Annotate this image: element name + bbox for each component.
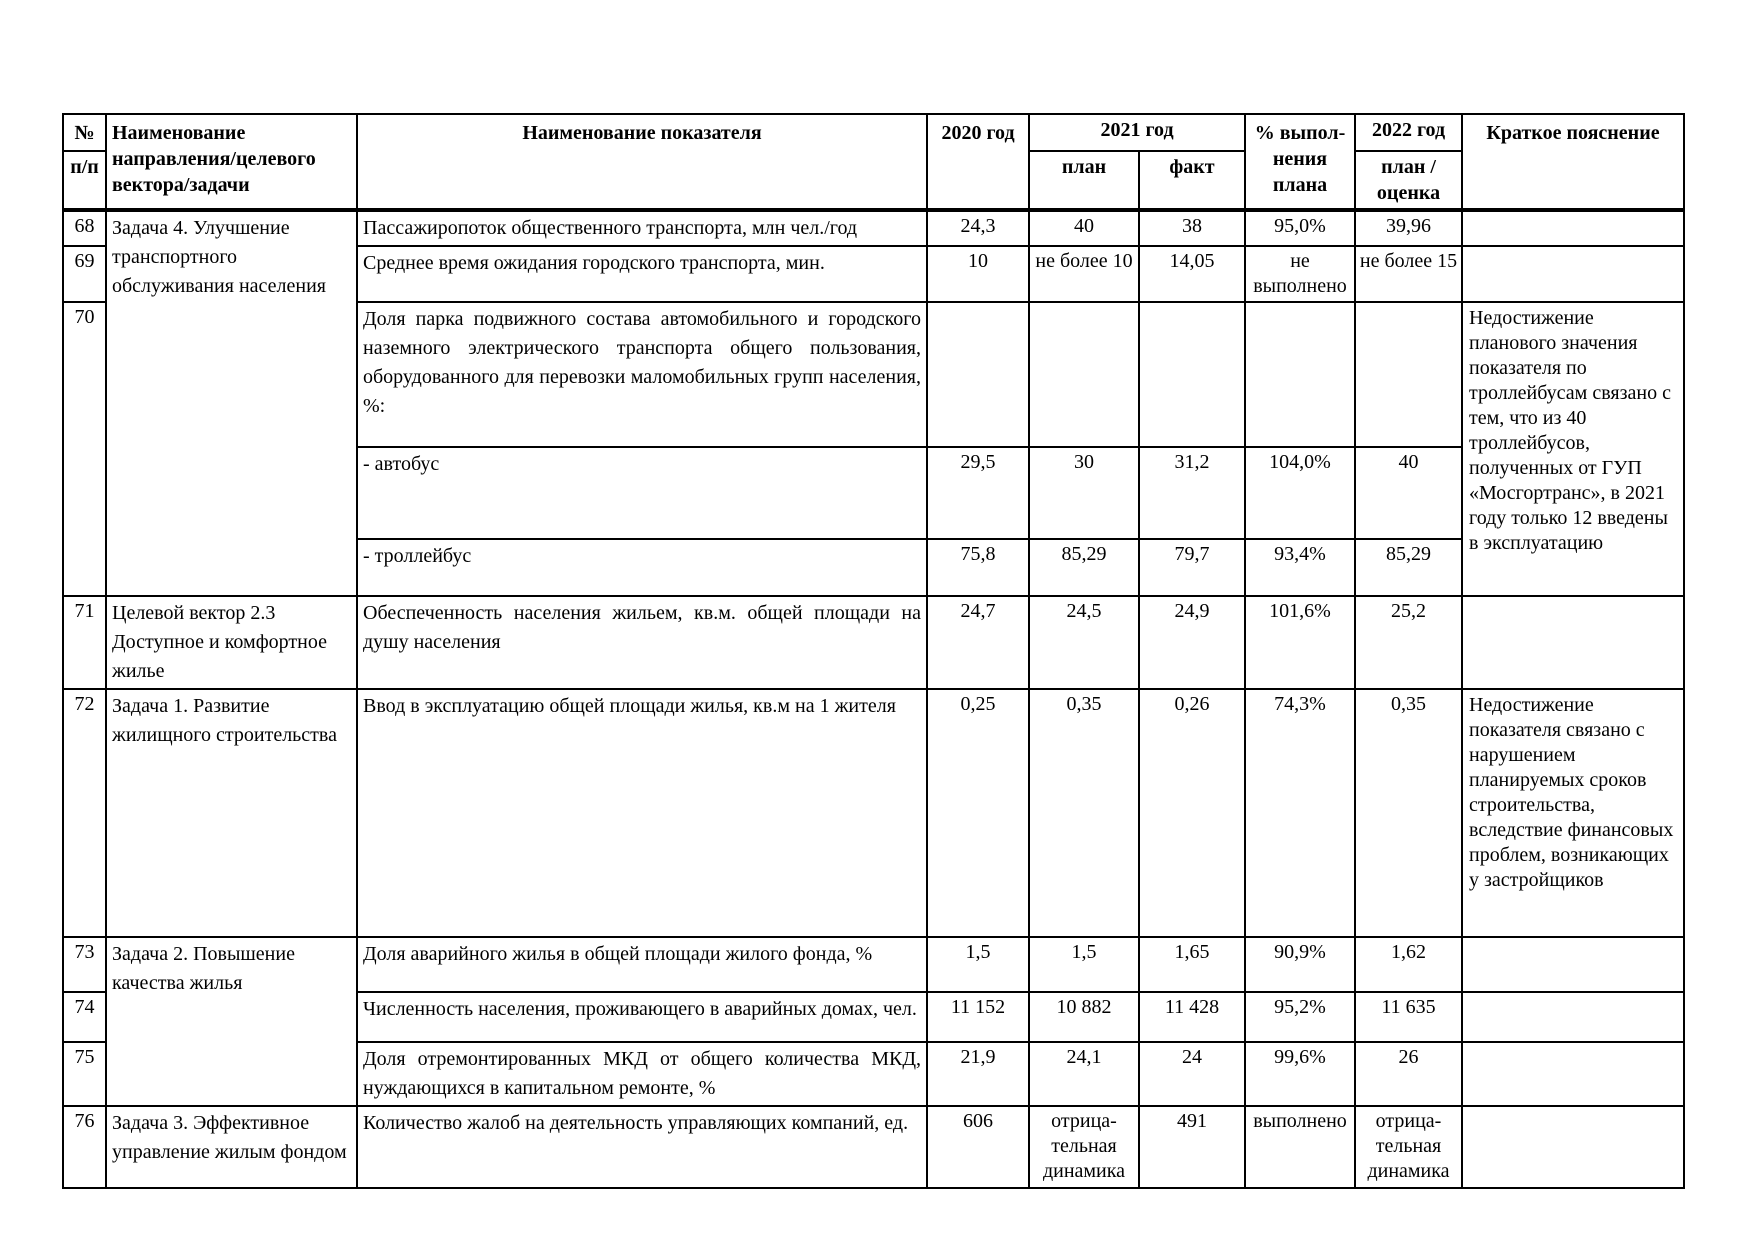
- cell-r72-fact2021: 0,26: [1139, 689, 1245, 937]
- cell-r68-note: [1462, 210, 1684, 246]
- cell-r73-plan2021: 1,5: [1029, 937, 1139, 992]
- cell-r68-fact2021: 38: [1139, 210, 1245, 246]
- cell-r70a-fact2021: 31,2: [1139, 447, 1245, 539]
- cell-r69-note: [1462, 246, 1684, 302]
- header-year-2021: 2021 год: [1029, 114, 1245, 151]
- cell-r70b-percent: 93,4%: [1245, 539, 1355, 596]
- cell-r73-num: 73: [63, 937, 106, 992]
- cell-r68-num: 68: [63, 210, 106, 246]
- cell-r72-indicator: Ввод в эксплуатацию общей площади жилья, кв.м на 1 жителя: [357, 689, 927, 937]
- cell-r76-2022: отрица-тельная динамика: [1355, 1106, 1462, 1188]
- cell-r69-2020: 10: [927, 246, 1029, 302]
- header-note: Краткое пояснение: [1462, 114, 1684, 210]
- cell-r70-note: Недостижение планового значения показателя по троллейбусам связано с тем, что из 40 троллейбусов, полученных от ГУП «Мосгортранс», в 2021 году только 12 введены в эксплуатацию: [1462, 302, 1684, 596]
- cell-r69-fact2021: 14,05: [1139, 246, 1245, 302]
- cell-r74-num: 74: [63, 992, 106, 1042]
- table-row-76: [63, 1106, 1684, 1188]
- cell-r71-direction: Целевой вектор 2.3 Доступное и комфортное жилье: [106, 596, 357, 689]
- cell-r71-2020: 24,7: [927, 596, 1029, 689]
- cell-r68-direction: Задача 4. Улучшение транспортного обслуживания населения: [106, 210, 357, 596]
- cell-r72-direction: Задача 1. Развитие жилищного строительства: [106, 689, 357, 937]
- cell-r69-indicator: Среднее время ожидания городского транспорта, мин.: [357, 246, 927, 302]
- cell-r74-percent: 95,2%: [1245, 992, 1355, 1042]
- cell-r71-note: [1462, 596, 1684, 689]
- cell-r70-2020: [927, 302, 1029, 447]
- cell-r71-fact2021: 24,9: [1139, 596, 1245, 689]
- header-percent-of-plan: % выпол-нения плана: [1245, 114, 1355, 210]
- cell-r73-indicator: Доля аварийного жилья в общей площади жилого фонда, %: [357, 937, 927, 992]
- cell-r71-num: 71: [63, 596, 106, 689]
- header-direction: Наименование направления/целевого вектора/задачи: [106, 114, 357, 210]
- cell-r70b-fact2021: 79,7: [1139, 539, 1245, 596]
- cell-r74-2022: 11 635: [1355, 992, 1462, 1042]
- cell-r70a-2022: 40: [1355, 447, 1462, 539]
- cell-r75-note: [1462, 1042, 1684, 1106]
- cell-r70-fact2021: [1139, 302, 1245, 447]
- cell-r76-2020: 606: [927, 1106, 1029, 1188]
- cell-r76-note: [1462, 1106, 1684, 1188]
- cell-r70b-2020: 75,8: [927, 539, 1029, 596]
- cell-r69-plan2021: не более 10: [1029, 246, 1139, 302]
- header-2022-plan-estimate: план / оценка: [1355, 151, 1462, 210]
- cell-r75-2020: 21,9: [927, 1042, 1029, 1106]
- cell-r75-plan2021: 24,1: [1029, 1042, 1139, 1106]
- cell-r73-note: [1462, 937, 1684, 992]
- cell-r70-num: 70: [63, 302, 106, 596]
- cell-r70-2022: [1355, 302, 1462, 447]
- header-num-sign: №: [63, 114, 106, 151]
- table-row-73: [63, 937, 1684, 992]
- cell-r73-percent: 90,9%: [1245, 937, 1355, 992]
- cell-r68-2022: 39,96: [1355, 210, 1462, 246]
- cell-r71-indicator: Обеспеченность населения жильем, кв.м. общей площади на душу населения: [357, 596, 927, 689]
- cell-r75-indicator: Доля отремонтированных МКД от общего количества МКД, нуждающихся в капитальном ремонте, %: [357, 1042, 927, 1106]
- cell-r76-plan2021: отрица-тельная динамика: [1029, 1106, 1139, 1188]
- cell-r69-2022: не более 15: [1355, 246, 1462, 302]
- cell-r70-plan2021: [1029, 302, 1139, 447]
- cell-r71-2022: 25,2: [1355, 596, 1462, 689]
- cell-r76-indicator: Количество жалоб на деятельность управляющих компаний, ед.: [357, 1106, 927, 1188]
- cell-r72-note: Недостижение показателя связано с нарушением планируемых сроков строительства, вследствие финансовых проблем, возникающих у застройщиков: [1462, 689, 1684, 937]
- cell-r70a-indicator: - автобус: [357, 447, 927, 539]
- header-2021-fact: факт: [1139, 151, 1245, 210]
- header-indicator: Наименование показателя: [357, 114, 927, 210]
- cell-r72-2020: 0,25: [927, 689, 1029, 937]
- cell-r70b-2022: 85,29: [1355, 539, 1462, 596]
- cell-r76-direction: Задача 3. Эффективное управление жилым фондом: [106, 1106, 357, 1188]
- cell-r72-percent: 74,3%: [1245, 689, 1355, 937]
- cell-r70a-plan2021: 30: [1029, 447, 1139, 539]
- cell-r76-percent: выполнено: [1245, 1106, 1355, 1188]
- header-year-2022: 2022 год: [1355, 114, 1462, 151]
- cell-r75-percent: 99,6%: [1245, 1042, 1355, 1106]
- cell-r75-fact2021: 24: [1139, 1042, 1245, 1106]
- cell-r70-percent: [1245, 302, 1355, 447]
- cell-r73-2022: 1,62: [1355, 937, 1462, 992]
- cell-r70b-plan2021: 85,29: [1029, 539, 1139, 596]
- indicators-table: [62, 113, 1685, 1189]
- table-row-71: [63, 596, 1684, 689]
- header-2021-plan: план: [1029, 151, 1139, 210]
- cell-r70a-percent: 104,0%: [1245, 447, 1355, 539]
- cell-r68-indicator: Пассажиропоток общественного транспорта, млн чел./год: [357, 210, 927, 246]
- cell-r76-fact2021: 491: [1139, 1106, 1245, 1188]
- cell-r70a-2020: 29,5: [927, 447, 1029, 539]
- table-row-68: [63, 210, 1684, 246]
- cell-r73-2020: 1,5: [927, 937, 1029, 992]
- cell-r71-plan2021: 24,5: [1029, 596, 1139, 689]
- cell-r76-num: 76: [63, 1106, 106, 1188]
- cell-r75-2022: 26: [1355, 1042, 1462, 1106]
- cell-r72-num: 72: [63, 689, 106, 937]
- cell-r74-2020: 11 152: [927, 992, 1029, 1042]
- cell-r74-fact2021: 11 428: [1139, 992, 1245, 1042]
- cell-r73-direction: Задача 2. Повышение качества жилья: [106, 937, 357, 1106]
- table-row-72: [63, 689, 1684, 937]
- cell-r75-num: 75: [63, 1042, 106, 1106]
- cell-r70b-indicator: - троллейбус: [357, 539, 927, 596]
- header-num-pp: п/п: [63, 151, 106, 210]
- header-row-top: [63, 114, 1684, 151]
- cell-r71-percent: 101,6%: [1245, 596, 1355, 689]
- cell-r74-indicator: Численность населения, проживающего в аварийных домах, чел.: [357, 992, 927, 1042]
- cell-r69-percent: не выполнено: [1245, 246, 1355, 302]
- header-year-2020: 2020 год: [927, 114, 1029, 210]
- cell-r68-percent: 95,0%: [1245, 210, 1355, 246]
- cell-r72-plan2021: 0,35: [1029, 689, 1139, 937]
- cell-r68-2020: 24,3: [927, 210, 1029, 246]
- cell-r69-num: 69: [63, 246, 106, 302]
- cell-r73-fact2021: 1,65: [1139, 937, 1245, 992]
- cell-r72-2022: 0,35: [1355, 689, 1462, 937]
- cell-r74-note: [1462, 992, 1684, 1042]
- cell-r68-plan2021: 40: [1029, 210, 1139, 246]
- cell-r70-indicator: Доля парка подвижного состава автомобильного и городского наземного электрического транспорта общего пользования, оборудованного для перевозки маломобильных групп населения, %:: [357, 302, 927, 447]
- cell-r74-plan2021: 10 882: [1029, 992, 1139, 1042]
